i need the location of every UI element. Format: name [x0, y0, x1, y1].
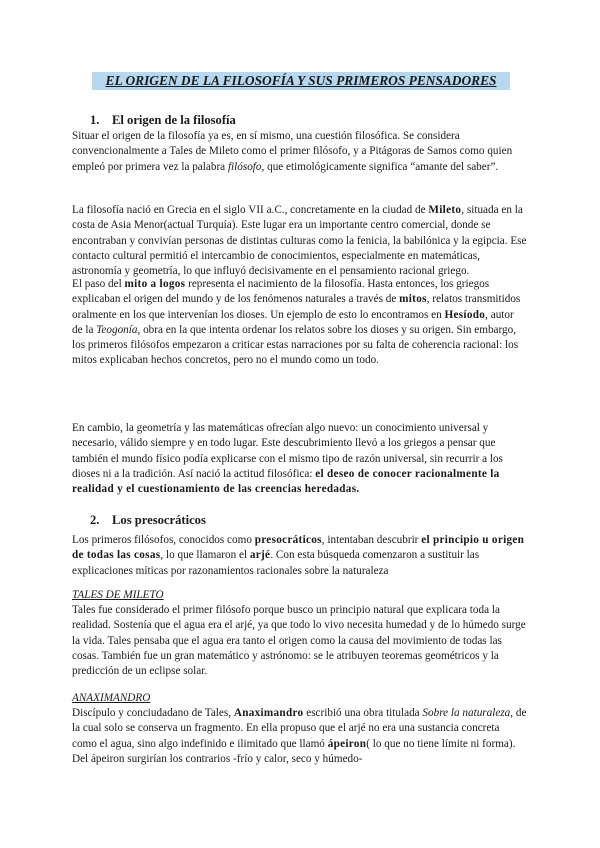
- paragraph-origen-1: Situar el origen de la filosofía ya es, en sí mismo, una cuestión filosófica. Se considera convencionalmente a Tales de Mileto como el primer filósofo, y a Pitágoras de Samos como quien empleó por primera vez la palabra filósofo, que etimológicamente significa “amante del saber”.: [72, 130, 513, 173]
- subheading-tales: TALES DE MILETO: [72, 589, 164, 601]
- bold-anaximandro: Anaximandro: [233, 707, 304, 719]
- paragraph-origen-3: El paso del mito a logos representa el nacimiento de la filosofía. Hasta entonces, los griegos explicaban el origen del mundo y de los fenómenos naturales a través de mitos, relatos transmitidos oralmente en los que intervenían los dioses. Un ejemplo de esto lo encontramos en Hesíodo, autor de la Teogonía, obra en la que intenta ordenar los relatos sobre los dioses y su origen. Sin embargo, los primeros filósofos empezaron a criticar estas narraciones por su falta de coherencia racional: los mitos explicaban hechos concretos, pero no el mundo como un todo.: [72, 278, 521, 367]
- section-title: El origen de la filosofía: [112, 113, 236, 127]
- paragraph-origen-2: La filosofía nació en Grecia en el siglo VII a.C., concretamente en la ciudad de Mileto, situada en la costa de Asia Menor(actual Turquía). Este lugar era un importante centro comercial, donde se encontraban y convivían personas de distintas culturas como la fenicia, la babilónica y la egipcia. Ese contacto cultural permitió el intercambio de conocimientos, especialmente en matemáticas, astronomía y geometría, lo que influyó decisivamente en el pensamiento racional griego.: [72, 204, 527, 278]
- emphasis-teogonia: Teogonía: [96, 323, 138, 336]
- subheading-anaximandro: ANAXIMANDRO: [72, 692, 151, 704]
- paragraph-anaximandro: Discípulo y conciudadano de Tales, Anaximandro escribió una obra titulada Sobre la naturaleza, de la cual solo se conserva un fragmento. En ella propuso que el arjé no era una sustancia concreta como el agua, sino algo indefinido e ilimitado que llamó ápeiron( lo que no tiene límite ni forma). Del ápeiron surgirían los contrarios -frío y calor, seco y húmedo-: [72, 707, 527, 765]
- bold-principio: el principio u origen de todas las cosas: [72, 534, 525, 562]
- bold-arje: arjé: [249, 549, 271, 562]
- emphasis-filosofo: filósofo: [227, 160, 262, 173]
- section-heading-presocraticos: [90, 512, 206, 528]
- section-number: 2.: [90, 513, 100, 527]
- section-title: Los presocráticos: [112, 513, 206, 527]
- section-number: 1.: [90, 113, 100, 127]
- paragraph-origen-4: En cambio, la geometría y las matemáticas ofrecían algo nuevo: un conocimiento universal y necesario, válido siempre y en todo lugar. Este descubrimiento llevó a los griegos a pensar que también el mundo físico podía explicarse con el mismo tipo de razón universal, sin recurrir a los dioses ni a la tradición. Así nació la actitud filosófica: el deseo de conocer racionalmente la realidad y el cuestionamiento de las creencias heredadas.: [72, 422, 503, 496]
- bold-actitud-filosofica: el deseo de conocer racionalmente la realidad y el cuestionamiento de las creencias heredadas.: [72, 467, 500, 496]
- paragraph-presocraticos: Los primeros filósofos, conocidos como presocráticos, intentaban descubrir el principio u origen de todas las cosas, lo que llamaron el arjé. Con esta búsqueda comenzaron a sustituir las explicaciones míticas por razonamientos racionales sobre la naturaleza: [72, 534, 525, 577]
- bold-mileto: Mileto: [428, 204, 462, 216]
- bold-mitos: mitos: [399, 293, 427, 306]
- section-heading-origen: [90, 112, 236, 128]
- bold-apeiron: ápeiron: [327, 737, 367, 750]
- bold-hesiodo: Hesíodo: [444, 308, 486, 321]
- paragraph-tales: Tales fue considerado el primer filósofo porque busco un principio natural que explicara toda la realidad. Sostenía que el agua era el arjé, ya que todo lo vivo necesita humedad y de lo húmedo surge la vida. Tales pensaba que el agua era tanto el origen como la causa del movimiento de todas las cosas. También fue un gran matemático y astrónomo: se le atribuyen teoremas geométricos y la predicción de un eclipse solar.: [72, 604, 526, 678]
- bold-presocraticos: presocráticos: [254, 534, 322, 546]
- emphasis-sobre-la-naturaleza: Sobre la naturaleza: [422, 707, 511, 719]
- document-title: EL ORIGEN DE LA FILOSOFÍA Y SUS PRIMEROS PENSADORES: [92, 72, 510, 90]
- bold-mito-logos: mito a logos: [124, 278, 186, 290]
